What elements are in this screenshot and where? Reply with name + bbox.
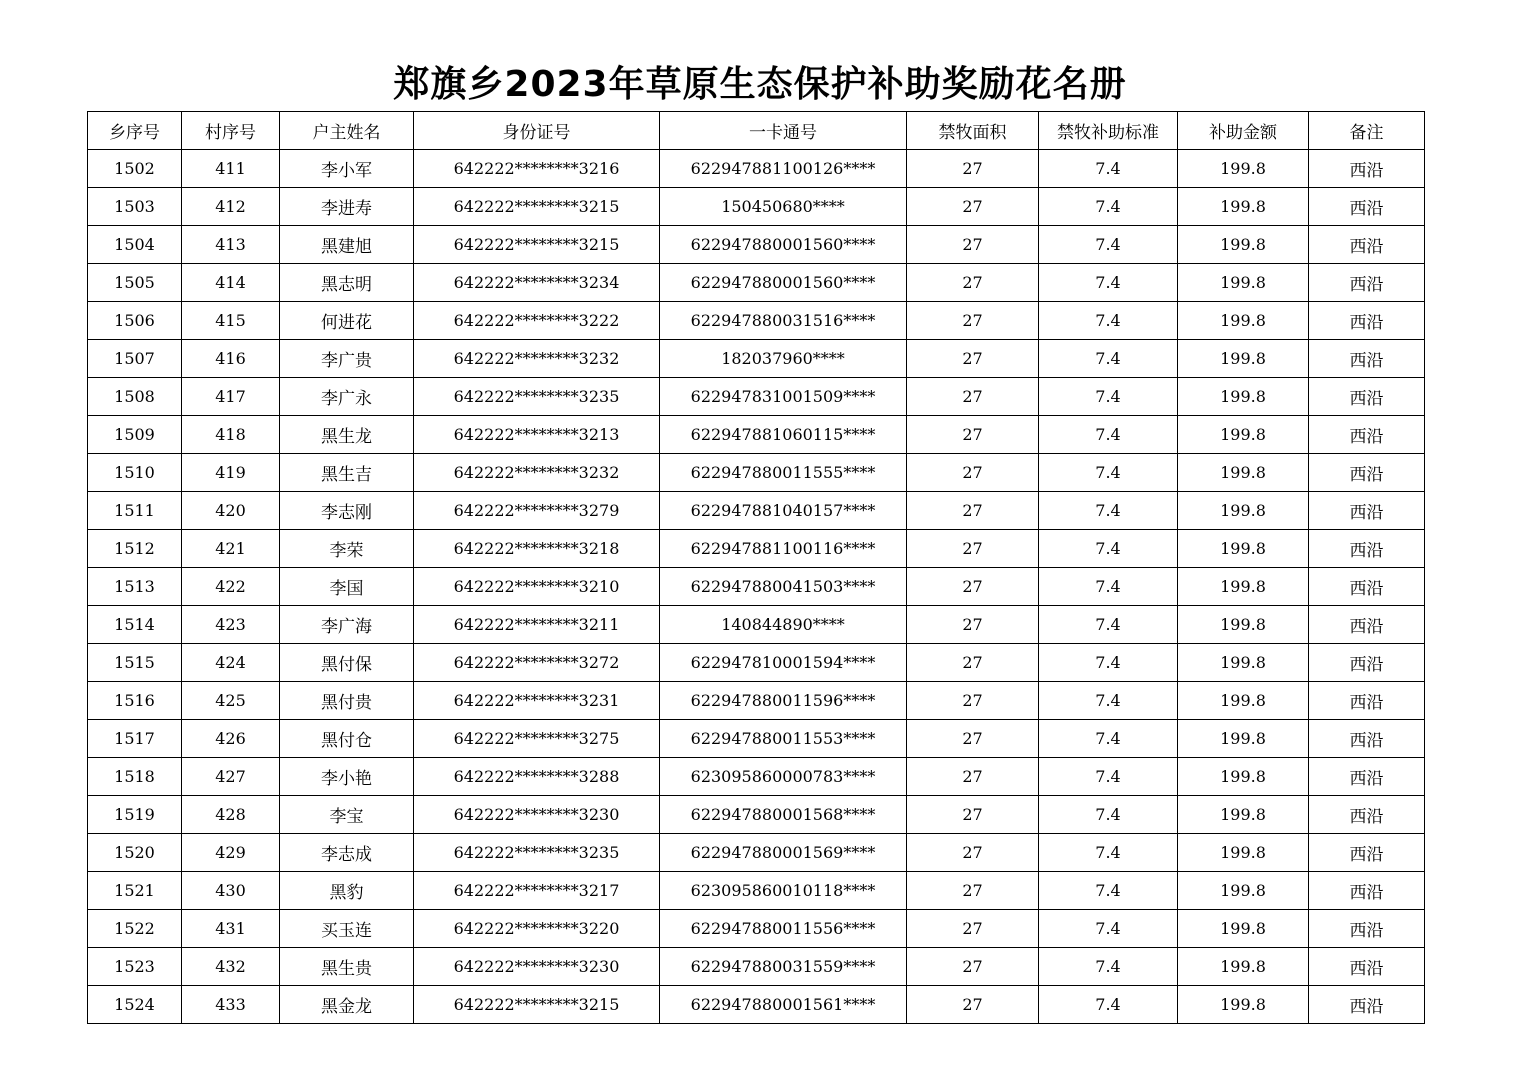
cell-amount: 199.8 <box>1178 226 1309 264</box>
cell-xiang-seq: 1521 <box>88 872 182 910</box>
column-header-area: 禁牧面积 <box>907 112 1039 150</box>
cell-standard: 7.4 <box>1039 454 1178 492</box>
cell-xiang-seq: 1507 <box>88 340 182 378</box>
cell-cun-seq: 419 <box>182 454 280 492</box>
cell-id-number: 642222********3230 <box>414 796 660 834</box>
table-row <box>88 302 1425 340</box>
column-header-amount: 补助金额 <box>1178 112 1309 150</box>
cell-amount: 199.8 <box>1178 492 1309 530</box>
cell-card-number: 622947881100126**** <box>660 150 907 188</box>
cell-card-number: 622947831001509**** <box>660 378 907 416</box>
cell-area: 27 <box>907 378 1039 416</box>
cell-area: 27 <box>907 986 1039 1024</box>
cell-area: 27 <box>907 834 1039 872</box>
cell-householder: 李广永 <box>280 378 414 416</box>
cell-id-number: 642222********3217 <box>414 872 660 910</box>
cell-amount: 199.8 <box>1178 416 1309 454</box>
column-header-householder: 户主姓名 <box>280 112 414 150</box>
table-row <box>88 530 1425 568</box>
cell-householder: 李广海 <box>280 606 414 644</box>
cell-cun-seq: 425 <box>182 682 280 720</box>
cell-card-number: 622947880031516**** <box>660 302 907 340</box>
cell-note: 西沿 <box>1309 644 1425 682</box>
cell-note: 西沿 <box>1309 872 1425 910</box>
table-row <box>88 872 1425 910</box>
cell-standard: 7.4 <box>1039 644 1178 682</box>
table-row <box>88 834 1425 872</box>
cell-id-number: 642222********3218 <box>414 530 660 568</box>
table-row <box>88 948 1425 986</box>
cell-id-number: 642222********3230 <box>414 948 660 986</box>
cell-cun-seq: 431 <box>182 910 280 948</box>
cell-card-number: 622947881060115**** <box>660 416 907 454</box>
cell-standard: 7.4 <box>1039 264 1178 302</box>
table-row <box>88 416 1425 454</box>
table-row <box>88 150 1425 188</box>
cell-xiang-seq: 1502 <box>88 150 182 188</box>
table-row <box>88 264 1425 302</box>
cell-householder: 何进花 <box>280 302 414 340</box>
cell-id-number: 642222********3272 <box>414 644 660 682</box>
cell-cun-seq: 420 <box>182 492 280 530</box>
cell-amount: 199.8 <box>1178 188 1309 226</box>
cell-card-number: 622947880041503**** <box>660 568 907 606</box>
table-row <box>88 644 1425 682</box>
cell-standard: 7.4 <box>1039 150 1178 188</box>
cell-card-number: 623095860000783**** <box>660 758 907 796</box>
table-row <box>88 910 1425 948</box>
cell-amount: 199.8 <box>1178 720 1309 758</box>
page-title: 郑旗乡2023年草原生态保护补助奖励花名册 <box>393 64 1127 105</box>
cell-id-number: 642222********3216 <box>414 150 660 188</box>
column-header-note: 备注 <box>1309 112 1425 150</box>
cell-note: 西沿 <box>1309 226 1425 264</box>
cell-standard: 7.4 <box>1039 986 1178 1024</box>
table-row <box>88 188 1425 226</box>
cell-amount: 199.8 <box>1178 910 1309 948</box>
cell-id-number: 642222********3215 <box>414 986 660 1024</box>
table-row <box>88 378 1425 416</box>
roster-table <box>87 111 1425 1024</box>
cell-note: 西沿 <box>1309 188 1425 226</box>
cell-xiang-seq: 1518 <box>88 758 182 796</box>
cell-note: 西沿 <box>1309 758 1425 796</box>
cell-householder: 黑生吉 <box>280 454 414 492</box>
cell-card-number: 622947880011596**** <box>660 682 907 720</box>
cell-amount: 199.8 <box>1178 986 1309 1024</box>
cell-xiang-seq: 1504 <box>88 226 182 264</box>
cell-standard: 7.4 <box>1039 682 1178 720</box>
cell-householder: 李志成 <box>280 834 414 872</box>
table-row <box>88 340 1425 378</box>
cell-card-number: 622947880001561**** <box>660 986 907 1024</box>
cell-area: 27 <box>907 682 1039 720</box>
cell-amount: 199.8 <box>1178 606 1309 644</box>
cell-note: 西沿 <box>1309 264 1425 302</box>
cell-cun-seq: 423 <box>182 606 280 644</box>
cell-id-number: 642222********3211 <box>414 606 660 644</box>
cell-cun-seq: 413 <box>182 226 280 264</box>
cell-note: 西沿 <box>1309 150 1425 188</box>
cell-card-number: 622947881100116**** <box>660 530 907 568</box>
cell-standard: 7.4 <box>1039 796 1178 834</box>
cell-cun-seq: 416 <box>182 340 280 378</box>
cell-standard: 7.4 <box>1039 302 1178 340</box>
cell-householder: 李志刚 <box>280 492 414 530</box>
table-row <box>88 720 1425 758</box>
column-header-id-number: 身份证号 <box>414 112 660 150</box>
cell-id-number: 642222********3235 <box>414 834 660 872</box>
cell-card-number: 623095860010118**** <box>660 872 907 910</box>
cell-id-number: 642222********3234 <box>414 264 660 302</box>
cell-householder: 李宝 <box>280 796 414 834</box>
cell-cun-seq: 432 <box>182 948 280 986</box>
cell-cun-seq: 415 <box>182 302 280 340</box>
cell-householder: 黑志明 <box>280 264 414 302</box>
cell-area: 27 <box>907 454 1039 492</box>
cell-card-number: 622947810001594**** <box>660 644 907 682</box>
cell-area: 27 <box>907 302 1039 340</box>
cell-note: 西沿 <box>1309 986 1425 1024</box>
table-row <box>88 492 1425 530</box>
cell-note: 西沿 <box>1309 834 1425 872</box>
cell-id-number: 642222********3231 <box>414 682 660 720</box>
cell-note: 西沿 <box>1309 910 1425 948</box>
cell-card-number: 622947880001569**** <box>660 834 907 872</box>
cell-note: 西沿 <box>1309 454 1425 492</box>
cell-amount: 199.8 <box>1178 264 1309 302</box>
cell-area: 27 <box>907 568 1039 606</box>
cell-standard: 7.4 <box>1039 834 1178 872</box>
cell-householder: 黑付保 <box>280 644 414 682</box>
cell-xiang-seq: 1512 <box>88 530 182 568</box>
cell-amount: 199.8 <box>1178 948 1309 986</box>
cell-card-number: 622947880011556**** <box>660 910 907 948</box>
cell-householder: 李广贵 <box>280 340 414 378</box>
cell-card-number: 150450680**** <box>660 188 907 226</box>
cell-amount: 199.8 <box>1178 796 1309 834</box>
cell-householder: 李国 <box>280 568 414 606</box>
cell-householder: 李小艳 <box>280 758 414 796</box>
cell-id-number: 642222********3235 <box>414 378 660 416</box>
cell-cun-seq: 412 <box>182 188 280 226</box>
cell-cun-seq: 426 <box>182 720 280 758</box>
cell-cun-seq: 428 <box>182 796 280 834</box>
cell-area: 27 <box>907 948 1039 986</box>
cell-area: 27 <box>907 188 1039 226</box>
cell-xiang-seq: 1515 <box>88 644 182 682</box>
cell-cun-seq: 430 <box>182 872 280 910</box>
cell-area: 27 <box>907 150 1039 188</box>
cell-note: 西沿 <box>1309 606 1425 644</box>
cell-xiang-seq: 1519 <box>88 796 182 834</box>
cell-note: 西沿 <box>1309 948 1425 986</box>
cell-note: 西沿 <box>1309 492 1425 530</box>
cell-note: 西沿 <box>1309 340 1425 378</box>
cell-standard: 7.4 <box>1039 492 1178 530</box>
cell-area: 27 <box>907 758 1039 796</box>
cell-xiang-seq: 1520 <box>88 834 182 872</box>
cell-area: 27 <box>907 720 1039 758</box>
table-row <box>88 226 1425 264</box>
table-row <box>88 796 1425 834</box>
column-header-card-number: 一卡通号 <box>660 112 907 150</box>
cell-id-number: 642222********3222 <box>414 302 660 340</box>
cell-id-number: 642222********3288 <box>414 758 660 796</box>
cell-note: 西沿 <box>1309 796 1425 834</box>
cell-area: 27 <box>907 340 1039 378</box>
cell-xiang-seq: 1517 <box>88 720 182 758</box>
cell-xiang-seq: 1511 <box>88 492 182 530</box>
cell-area: 27 <box>907 226 1039 264</box>
cell-standard: 7.4 <box>1039 568 1178 606</box>
cell-card-number: 622947880011555**** <box>660 454 907 492</box>
cell-id-number: 642222********3232 <box>414 454 660 492</box>
cell-amount: 199.8 <box>1178 758 1309 796</box>
cell-card-number: 622947880011553**** <box>660 720 907 758</box>
cell-area: 27 <box>907 606 1039 644</box>
cell-xiang-seq: 1524 <box>88 986 182 1024</box>
cell-area: 27 <box>907 492 1039 530</box>
cell-area: 27 <box>907 530 1039 568</box>
cell-id-number: 642222********3215 <box>414 226 660 264</box>
cell-householder: 黑生贵 <box>280 948 414 986</box>
cell-id-number: 642222********3210 <box>414 568 660 606</box>
cell-xiang-seq: 1503 <box>88 188 182 226</box>
column-header-xiang-seq: 乡序号 <box>88 112 182 150</box>
cell-standard: 7.4 <box>1039 378 1178 416</box>
cell-id-number: 642222********3279 <box>414 492 660 530</box>
cell-standard: 7.4 <box>1039 188 1178 226</box>
cell-amount: 199.8 <box>1178 150 1309 188</box>
cell-id-number: 642222********3220 <box>414 910 660 948</box>
column-header-cun-seq: 村序号 <box>182 112 280 150</box>
cell-note: 西沿 <box>1309 416 1425 454</box>
cell-householder: 黑豹 <box>280 872 414 910</box>
cell-card-number: 622947880001560**** <box>660 226 907 264</box>
cell-cun-seq: 421 <box>182 530 280 568</box>
cell-xiang-seq: 1506 <box>88 302 182 340</box>
cell-xiang-seq: 1516 <box>88 682 182 720</box>
cell-amount: 199.8 <box>1178 302 1309 340</box>
cell-id-number: 642222********3232 <box>414 340 660 378</box>
cell-note: 西沿 <box>1309 378 1425 416</box>
roster-body <box>88 150 1425 1024</box>
cell-cun-seq: 417 <box>182 378 280 416</box>
cell-amount: 199.8 <box>1178 454 1309 492</box>
cell-area: 27 <box>907 264 1039 302</box>
cell-standard: 7.4 <box>1039 226 1178 264</box>
cell-note: 西沿 <box>1309 720 1425 758</box>
cell-xiang-seq: 1513 <box>88 568 182 606</box>
cell-note: 西沿 <box>1309 682 1425 720</box>
cell-area: 27 <box>907 416 1039 454</box>
cell-card-number: 140844890**** <box>660 606 907 644</box>
cell-cun-seq: 418 <box>182 416 280 454</box>
cell-amount: 199.8 <box>1178 340 1309 378</box>
cell-standard: 7.4 <box>1039 758 1178 796</box>
cell-householder: 黑付贵 <box>280 682 414 720</box>
cell-amount: 199.8 <box>1178 682 1309 720</box>
cell-note: 西沿 <box>1309 530 1425 568</box>
cell-xiang-seq: 1510 <box>88 454 182 492</box>
cell-id-number: 642222********3215 <box>414 188 660 226</box>
cell-cun-seq: 429 <box>182 834 280 872</box>
cell-householder: 黑付仓 <box>280 720 414 758</box>
cell-standard: 7.4 <box>1039 910 1178 948</box>
table-row <box>88 568 1425 606</box>
table-row <box>88 454 1425 492</box>
cell-note: 西沿 <box>1309 302 1425 340</box>
cell-amount: 199.8 <box>1178 834 1309 872</box>
header-row <box>88 112 1425 150</box>
cell-card-number: 622947881040157**** <box>660 492 907 530</box>
cell-area: 27 <box>907 872 1039 910</box>
cell-householder: 黑生龙 <box>280 416 414 454</box>
table-row <box>88 606 1425 644</box>
cell-area: 27 <box>907 644 1039 682</box>
cell-xiang-seq: 1508 <box>88 378 182 416</box>
cell-standard: 7.4 <box>1039 416 1178 454</box>
cell-amount: 199.8 <box>1178 644 1309 682</box>
cell-xiang-seq: 1522 <box>88 910 182 948</box>
cell-id-number: 642222********3213 <box>414 416 660 454</box>
cell-note: 西沿 <box>1309 568 1425 606</box>
cell-id-number: 642222********3275 <box>414 720 660 758</box>
cell-householder: 李荣 <box>280 530 414 568</box>
table-row <box>88 682 1425 720</box>
cell-amount: 199.8 <box>1178 378 1309 416</box>
cell-card-number: 622947880001568**** <box>660 796 907 834</box>
cell-xiang-seq: 1523 <box>88 948 182 986</box>
cell-standard: 7.4 <box>1039 340 1178 378</box>
table-row <box>88 986 1425 1024</box>
cell-amount: 199.8 <box>1178 872 1309 910</box>
cell-card-number: 622947880031559**** <box>660 948 907 986</box>
cell-area: 27 <box>907 910 1039 948</box>
cell-amount: 199.8 <box>1178 568 1309 606</box>
table-row <box>88 758 1425 796</box>
cell-standard: 7.4 <box>1039 720 1178 758</box>
cell-card-number: 182037960**** <box>660 340 907 378</box>
cell-standard: 7.4 <box>1039 606 1178 644</box>
cell-standard: 7.4 <box>1039 530 1178 568</box>
cell-cun-seq: 414 <box>182 264 280 302</box>
cell-cun-seq: 422 <box>182 568 280 606</box>
cell-cun-seq: 433 <box>182 986 280 1024</box>
cell-xiang-seq: 1505 <box>88 264 182 302</box>
cell-amount: 199.8 <box>1178 530 1309 568</box>
cell-standard: 7.4 <box>1039 948 1178 986</box>
column-header-standard: 禁牧补助标准 <box>1039 112 1178 150</box>
cell-xiang-seq: 1509 <box>88 416 182 454</box>
cell-householder: 李进寿 <box>280 188 414 226</box>
cell-cun-seq: 424 <box>182 644 280 682</box>
cell-cun-seq: 427 <box>182 758 280 796</box>
cell-householder: 黑金龙 <box>280 986 414 1024</box>
cell-householder: 黑建旭 <box>280 226 414 264</box>
cell-xiang-seq: 1514 <box>88 606 182 644</box>
cell-householder: 买玉连 <box>280 910 414 948</box>
cell-card-number: 622947880001560**** <box>660 264 907 302</box>
cell-cun-seq: 411 <box>182 150 280 188</box>
cell-householder: 李小军 <box>280 150 414 188</box>
cell-area: 27 <box>907 796 1039 834</box>
cell-standard: 7.4 <box>1039 872 1178 910</box>
